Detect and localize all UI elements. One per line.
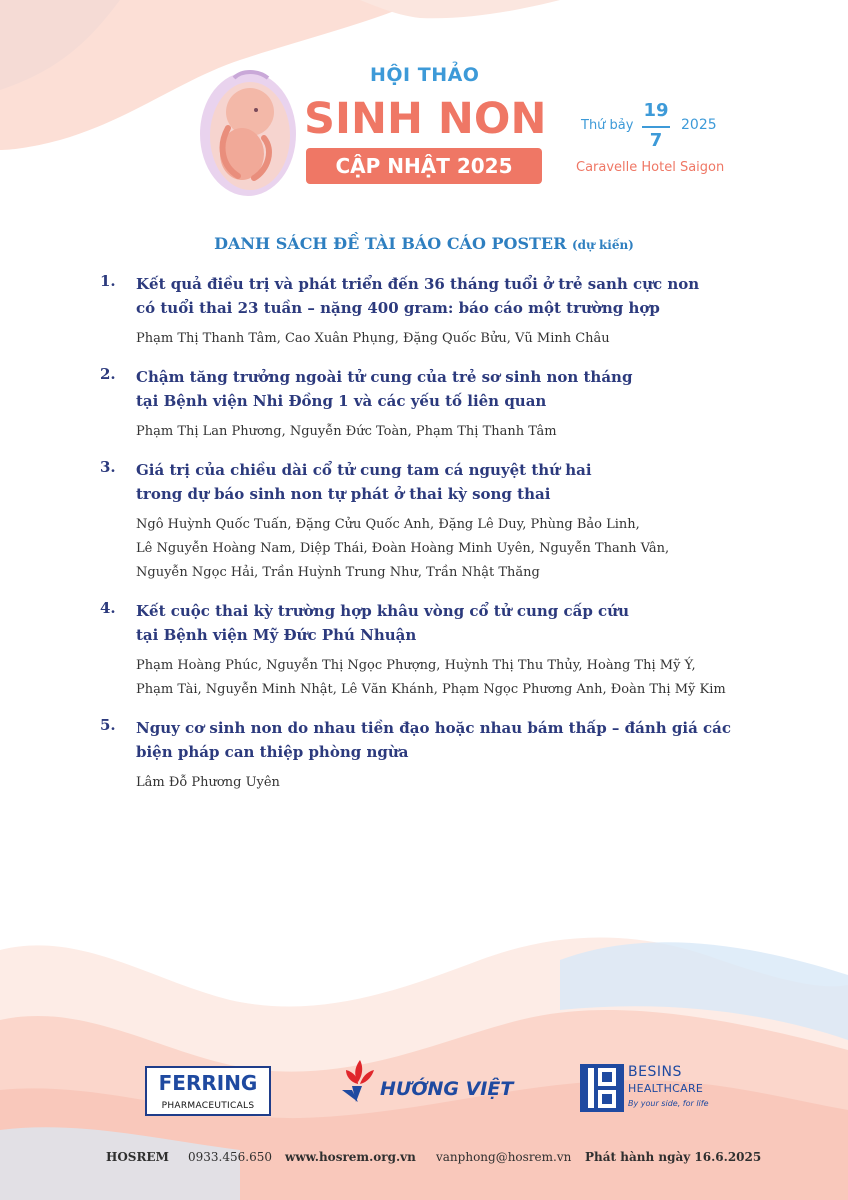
event-header xyxy=(0,0,848,200)
date-day: 19 xyxy=(643,100,669,121)
item-author-line: Lâm Đỗ Phương Uyên xyxy=(136,775,280,790)
item-number: 5. xyxy=(100,716,116,734)
poster-list xyxy=(100,272,760,809)
list-item xyxy=(100,365,760,444)
item-title-line: Kết cuộc thai kỳ trường hợp khâu vòng cổ tử cung cấp cứu xyxy=(136,602,629,620)
fetus-illustration-icon xyxy=(198,66,300,198)
ferring-logo-name: FERRING xyxy=(145,1066,271,1100)
item-author-line: Phạm Thị Thanh Tâm, Cao Xuân Phụng, Đặng Quốc Bửu, Vũ Minh Châu xyxy=(136,331,610,346)
footer-website-link[interactable]: www.hosrem.org.vn xyxy=(285,1150,416,1164)
item-title xyxy=(136,365,760,413)
event-badge: CẬP NHẬT 2025 xyxy=(306,148,542,184)
list-item xyxy=(100,716,760,795)
item-title xyxy=(136,458,760,506)
footer-release-date: Phát hành ngày 16.6.2025 xyxy=(585,1150,762,1164)
item-title-line: có tuổi thai 23 tuần – nặng 400 gram: báo cáo một trường hợp xyxy=(136,299,660,317)
besins-logo-name: BESINS xyxy=(628,1064,682,1080)
event-subtitle: HỘI THẢO xyxy=(370,64,480,86)
item-author-line: Ngô Huỳnh Quốc Tuấn, Đặng Cửu Quốc Anh, Đặng Lê Duy, Phùng Bảo Linh, xyxy=(136,517,640,532)
huongviet-logo xyxy=(338,1056,514,1104)
item-title xyxy=(136,272,760,320)
item-number: 3. xyxy=(100,458,116,476)
item-authors xyxy=(136,513,760,585)
footer-email-link[interactable]: vanphong@hosrem.vn xyxy=(436,1150,572,1164)
item-authors xyxy=(136,420,760,444)
item-author-line: Nguyễn Ngọc Hải, Trần Huỳnh Trung Như, Trần Nhật Thăng xyxy=(136,565,540,580)
list-item xyxy=(100,458,760,585)
ferring-logo-sub: PHARMACEUTICALS xyxy=(145,1098,271,1116)
footer-org: HOSREM xyxy=(106,1150,169,1164)
date-year: 2025 xyxy=(681,117,717,133)
item-title-line: tại Bệnh viện Mỹ Đức Phú Nhuận xyxy=(136,626,417,644)
huongviet-logo-name: HƯỚNG VIỆT xyxy=(380,1078,514,1100)
item-author-line: Lê Nguyễn Hoàng Nam, Diệp Thái, Đoàn Hoàng Minh Uyên, Nguyễn Thanh Vân, xyxy=(136,541,670,556)
item-authors xyxy=(136,327,760,351)
item-title-line: Nguy cơ sinh non do nhau tiền đạo hoặc nhau bám thấp – đánh giá các xyxy=(136,719,732,737)
huongviet-flower-icon xyxy=(338,1056,380,1104)
item-author-line: Phạm Thị Lan Phương, Nguyễn Đức Toàn, Phạm Thị Thanh Tâm xyxy=(136,424,557,439)
date-divider xyxy=(642,126,670,128)
item-title xyxy=(136,599,760,647)
list-title-text: DANH SÁCH ĐỀ TÀI BÁO CÁO POSTER xyxy=(214,234,567,253)
list-title xyxy=(0,234,848,253)
besins-logo xyxy=(580,1064,710,1114)
item-number: 2. xyxy=(100,365,116,383)
ferring-logo xyxy=(145,1066,271,1116)
item-number: 4. xyxy=(100,599,116,617)
item-title-line: Giá trị của chiều dài cổ tử cung tam cá nguyệt thứ hai xyxy=(136,461,592,479)
item-authors xyxy=(136,654,760,702)
besins-logo-tagline: By your side, for life xyxy=(628,1099,709,1108)
venue: Caravelle Hotel Saigon xyxy=(576,160,725,175)
footer-phone: 0933.456.650 xyxy=(188,1150,272,1164)
besins-logo-sub: HEALTHCARE xyxy=(628,1082,704,1095)
item-title-line: biện pháp can thiệp phòng ngừa xyxy=(136,743,409,761)
item-author-line: Phạm Hoàng Phúc, Nguyễn Thị Ngọc Phượng, Huỳnh Thị Thu Thủy, Hoàng Thị Mỹ Ý, xyxy=(136,658,696,673)
item-number: 1. xyxy=(100,272,116,290)
item-title xyxy=(136,716,760,764)
list-item xyxy=(100,272,760,351)
date-month: 7 xyxy=(649,130,663,151)
besins-mark-icon xyxy=(580,1064,624,1112)
item-title-line: Chậm tăng trưởng ngoài tử cung của trẻ sơ sinh non tháng xyxy=(136,368,633,386)
date-weekday: Thứ bảy xyxy=(581,118,634,133)
event-title: SINH NON xyxy=(304,94,547,144)
list-title-note: (dự kiến) xyxy=(571,238,634,252)
item-title-line: trong dự báo sinh non tự phát ở thai kỳ song thai xyxy=(136,485,551,503)
item-author-line: Phạm Tài, Nguyễn Minh Nhật, Lê Văn Khánh, Phạm Ngọc Phương Anh, Đoàn Thị Mỹ Kim xyxy=(136,682,726,697)
item-title-line: Kết quả điều trị và phát triển đến 36 tháng tuổi ở trẻ sanh cực non xyxy=(136,275,700,293)
list-item xyxy=(100,599,760,702)
item-title-line: tại Bệnh viện Nhi Đồng 1 và các yếu tố liên quan xyxy=(136,392,547,410)
item-authors xyxy=(136,771,760,795)
